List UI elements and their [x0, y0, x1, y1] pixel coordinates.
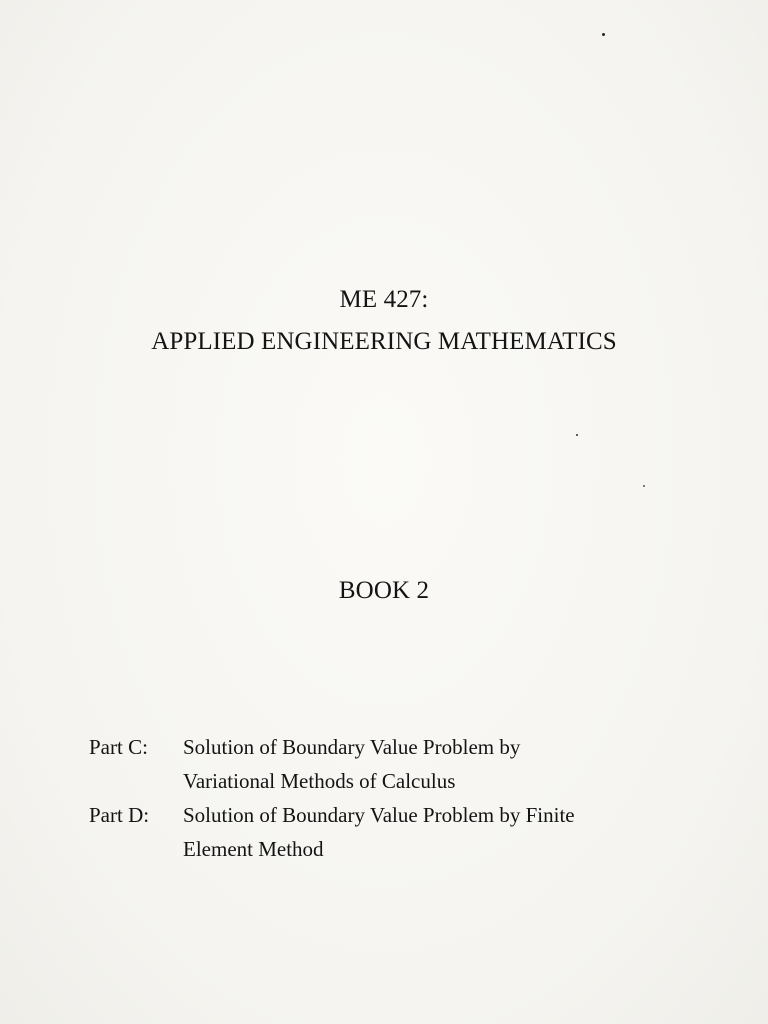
- part-description: [183, 730, 520, 798]
- part-description: [183, 798, 575, 866]
- book-label: BOOK 2: [338, 577, 430, 604]
- part-description-line: Variational Methods of Calculus: [183, 769, 456, 793]
- part-description-line: Solution of Boundary Value Problem by: [183, 735, 521, 759]
- part-description-line: Element Method: [183, 837, 324, 861]
- part-label: Part D:: [89, 803, 150, 827]
- scan-speck: [602, 33, 605, 36]
- course-title: APPLIED ENGINEERING MATHEMATICS: [151, 328, 617, 355]
- scan-speck: [643, 485, 645, 487]
- part-description-line: Solution of Boundary Value Problem by Finite: [183, 803, 575, 827]
- course-code: ME 427:: [339, 286, 429, 313]
- scan-speck: [576, 434, 578, 436]
- part-label: Part C:: [89, 735, 148, 759]
